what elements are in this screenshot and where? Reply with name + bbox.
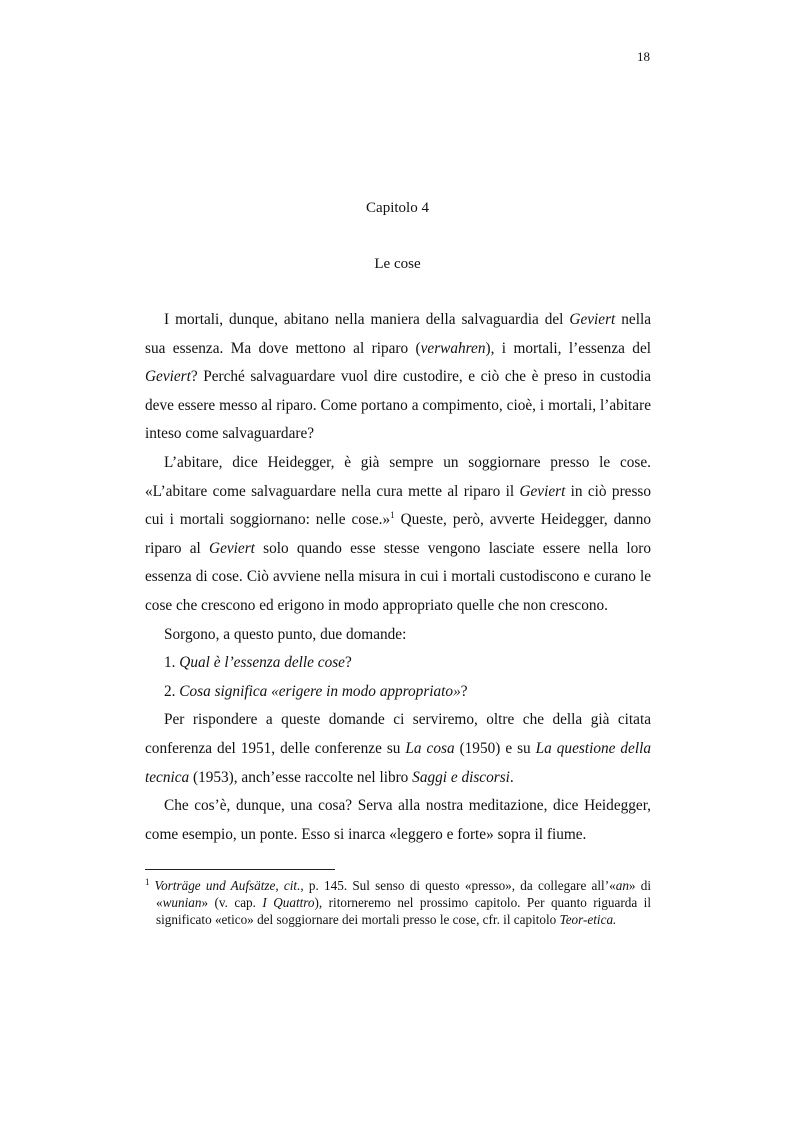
italic-text: Teor-etica. xyxy=(559,912,617,927)
text-run: ? xyxy=(460,682,468,700)
italic-text: La cosa xyxy=(405,739,455,757)
italic-text: Geviert xyxy=(145,368,191,386)
italic-text: I Quattro xyxy=(262,895,315,910)
text-run: nella sua essenza. Ma dove mettono al riparo ( xyxy=(145,311,651,357)
text-run: » di « xyxy=(156,878,651,910)
italic-text: Geviert xyxy=(209,539,255,557)
paragraph xyxy=(145,792,651,849)
text-run: (1950) e su xyxy=(454,739,536,757)
text-run: Che cos’è, dunque, una cosa? Serva alla nostra meditazione, dice Heidegger, come esempio, un ponte. Esso si inarca «leggero e forte» sopra il fiume. xyxy=(145,797,651,843)
text-run: (1953), anch’esse raccolte nel libro xyxy=(189,768,413,786)
paragraph xyxy=(145,306,651,449)
text-run: in ciò presso cui i mortali soggiornano: nelle cose.» xyxy=(145,482,652,529)
text-run: solo quando esse stesse vengono lasciate essere nella loro essenza di cose. Ciò avviene nella misura in cui i mortali custodiscono e curano le cose che crescono ed erigono in modo appropriato quelle che non crescono. xyxy=(145,539,651,614)
text-run: ), i mortali, l’essenza del xyxy=(485,339,651,357)
text-run: Per rispondere a queste domande ci serviremo, oltre che della già citata conferenza del 1951, delle conferenze su xyxy=(145,711,651,757)
footnote-text xyxy=(155,878,652,927)
text-run: L’abitare, dice Heidegger, è già sempre un soggiornare presso le cose. «L’abitare come salvaguardare nella cura mette al riparo il xyxy=(145,453,651,500)
italic-text: wunian xyxy=(162,895,202,910)
text-run: » (v. cap. xyxy=(201,895,263,910)
chapter-title: Le cose xyxy=(374,256,421,272)
text-run: ? xyxy=(344,654,352,672)
list-item xyxy=(145,678,651,707)
italic-text: Vorträge und Aufsätze, cit. xyxy=(154,878,301,893)
paragraph xyxy=(145,449,651,621)
text-run: . xyxy=(509,768,514,786)
list-item xyxy=(145,649,651,678)
footnote-marker: 1 xyxy=(145,877,150,887)
italic-text: La questione della tecnica xyxy=(145,739,651,786)
italic-text: Cosa significa «erigere in modo appropriato» xyxy=(179,682,461,700)
italic-text: verwahren xyxy=(420,339,486,357)
text-run: Queste, però, avverte Heidegger, danno riparo al xyxy=(145,511,651,557)
italic-text: Geviert xyxy=(569,311,616,328)
text-run: ), ritorneremo nel prossimo capitolo. Per quanto riguarda il significato «etico» del soggiornare dei mortali presso le cose, cfr. il capitolo xyxy=(156,895,651,927)
text-run: Sorgono, a questo punto, due domande: xyxy=(164,625,407,643)
footnote-body xyxy=(145,877,651,928)
italic-text: an xyxy=(615,878,629,893)
paragraph xyxy=(145,621,651,650)
page-number: 18 xyxy=(637,49,650,64)
chapter-label: Capitolo 4 xyxy=(366,200,429,216)
body-text xyxy=(145,306,651,849)
text-run: ? Perché salvaguardare vuol dire custodire, e ciò che è preso in custodia deve essere messo al riparo. Come portano a compimento, cioè, i mortali, l’abitare inteso come salvaguardare? xyxy=(145,368,651,443)
italic-text: Geviert xyxy=(519,482,566,500)
text-run: 1. xyxy=(164,654,180,672)
text-run: , p. 145. Sul senso di questo «presso», da collegare all’« xyxy=(300,878,616,893)
footnote xyxy=(145,877,651,928)
footnote-reference: 1 xyxy=(390,510,395,521)
text-run: 2. xyxy=(164,682,180,700)
italic-text: Qual è l’essenza delle cose xyxy=(179,654,345,672)
footnote-divider xyxy=(145,869,335,870)
text-run: I mortali, dunque, abitano nella maniera della salvaguardia del xyxy=(164,311,570,328)
italic-text: Saggi e discorsi xyxy=(412,768,510,786)
paragraph xyxy=(145,706,651,792)
